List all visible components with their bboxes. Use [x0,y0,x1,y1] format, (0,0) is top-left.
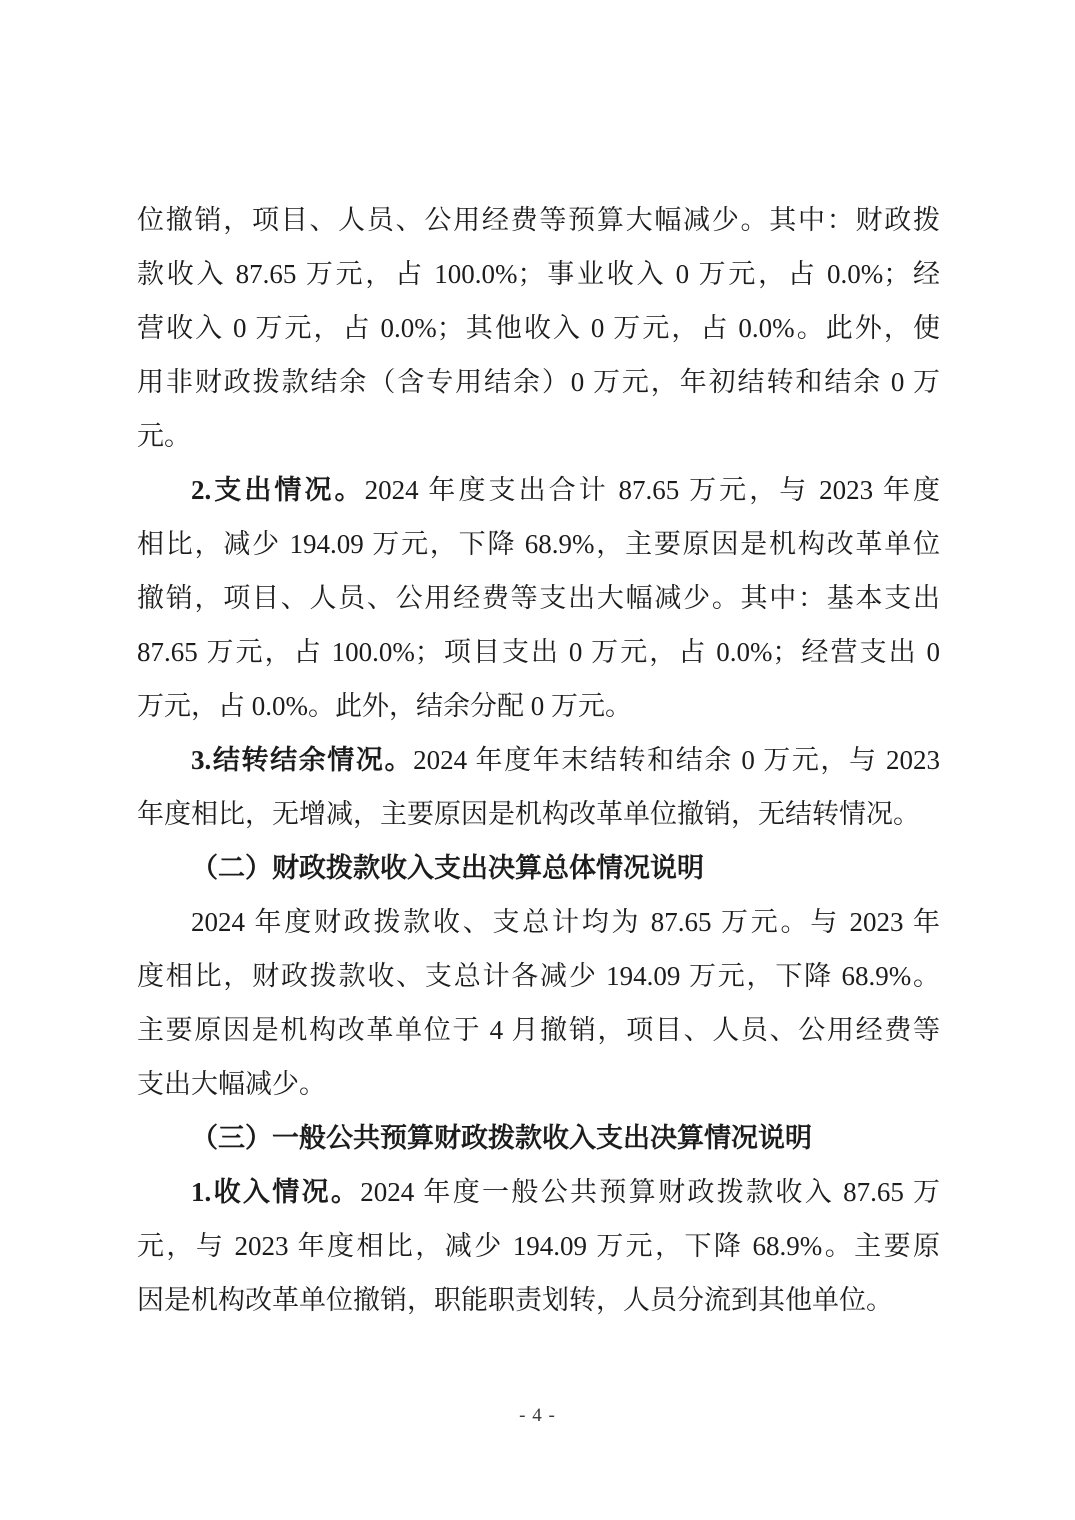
bold-run: 3.结转结余情况。 [191,745,414,775]
text-line [137,1165,940,1219]
text-line [137,625,940,679]
text-line [137,409,940,463]
text-run: 用非财政拨款结余（含专用结余）0 万元，年初结转和结余 0 万 [137,367,940,397]
text-run: 因是机构改革单位撤销，职能职责划转，人员分流到其他单位。 [137,1285,893,1315]
text-run: 主要原因是机构改革单位于 4 月撤销，项目、人员、公用经费等 [137,1015,940,1045]
text-run: 支出大幅减少。 [137,1069,326,1099]
text-line [137,949,940,1003]
text-run: 2024 年度年末结转和结余 0 万元，与 2023 [413,745,940,775]
text-line [137,733,940,787]
text-run: 2024 年度财政拨款收、支总计均为 87.65 万元。与 2023 年 [191,907,940,937]
text-line [137,247,940,301]
bold-run: 2.支出情况。 [191,475,365,505]
text-line [137,193,940,247]
text-run: 营收入 0 万元，占 0.0%；其他收入 0 万元，占 0.0%。此外，使 [137,313,940,343]
text-line [137,355,940,409]
text-line [137,571,940,625]
text-line [137,787,940,841]
text-run: 万元，占 0.0%。此外，结余分配 0 万元。 [137,691,632,721]
text-line [137,1003,940,1057]
text-run: 度相比，财政拨款收、支总计各减少 194.09 万元，下降 68.9%。 [137,961,940,991]
text-run: 87.65 万元，占 100.0%；项目支出 0 万元，占 0.0%；经营支出 0 [137,637,940,667]
text-line [137,517,940,571]
text-line [137,1219,940,1273]
text-line [137,1273,940,1327]
section-heading [137,841,940,895]
text-line [137,301,940,355]
text-run: 2024 年度支出合计 87.65 万元，与 2023 年度 [364,475,940,505]
text-line [137,1057,940,1111]
section-heading [137,1111,940,1165]
text-run: 款收入 87.65 万元，占 100.0%；事业收入 0 万元，占 0.0%；经 [137,259,940,289]
text-run: （二）财政拨款收入支出决算总体情况说明 [191,853,704,883]
text-run: 年度相比，无增减，主要原因是机构改革单位撤销，无结转情况。 [137,799,920,829]
bold-run: 1.收入情况。 [191,1177,361,1207]
text-run: （三）一般公共预算财政拨款收入支出决算情况说明 [191,1123,812,1153]
text-run: 元。 [137,421,191,451]
text-line [137,895,940,949]
footer-page-number: - 4 - [519,1405,556,1426]
text-run: 元，与 2023 年度相比，减少 194.09 万元，下降 68.9%。主要原 [137,1231,940,1261]
text-run: 相比，减少 194.09 万元，下降 68.9%，主要原因是机构改革单位 [137,529,940,559]
text-run: 位撤销，项目、人员、公用经费等预算大幅减少。其中：财政拨 [137,205,940,235]
document-text [137,193,940,1327]
text-line [137,463,940,517]
text-run: 2024 年度一般公共预算财政拨款收入 87.65 万 [360,1177,940,1207]
text-run: 撤销，项目、人员、公用经费等支出大幅减少。其中：基本支出 [137,583,940,613]
text-line [137,679,940,733]
